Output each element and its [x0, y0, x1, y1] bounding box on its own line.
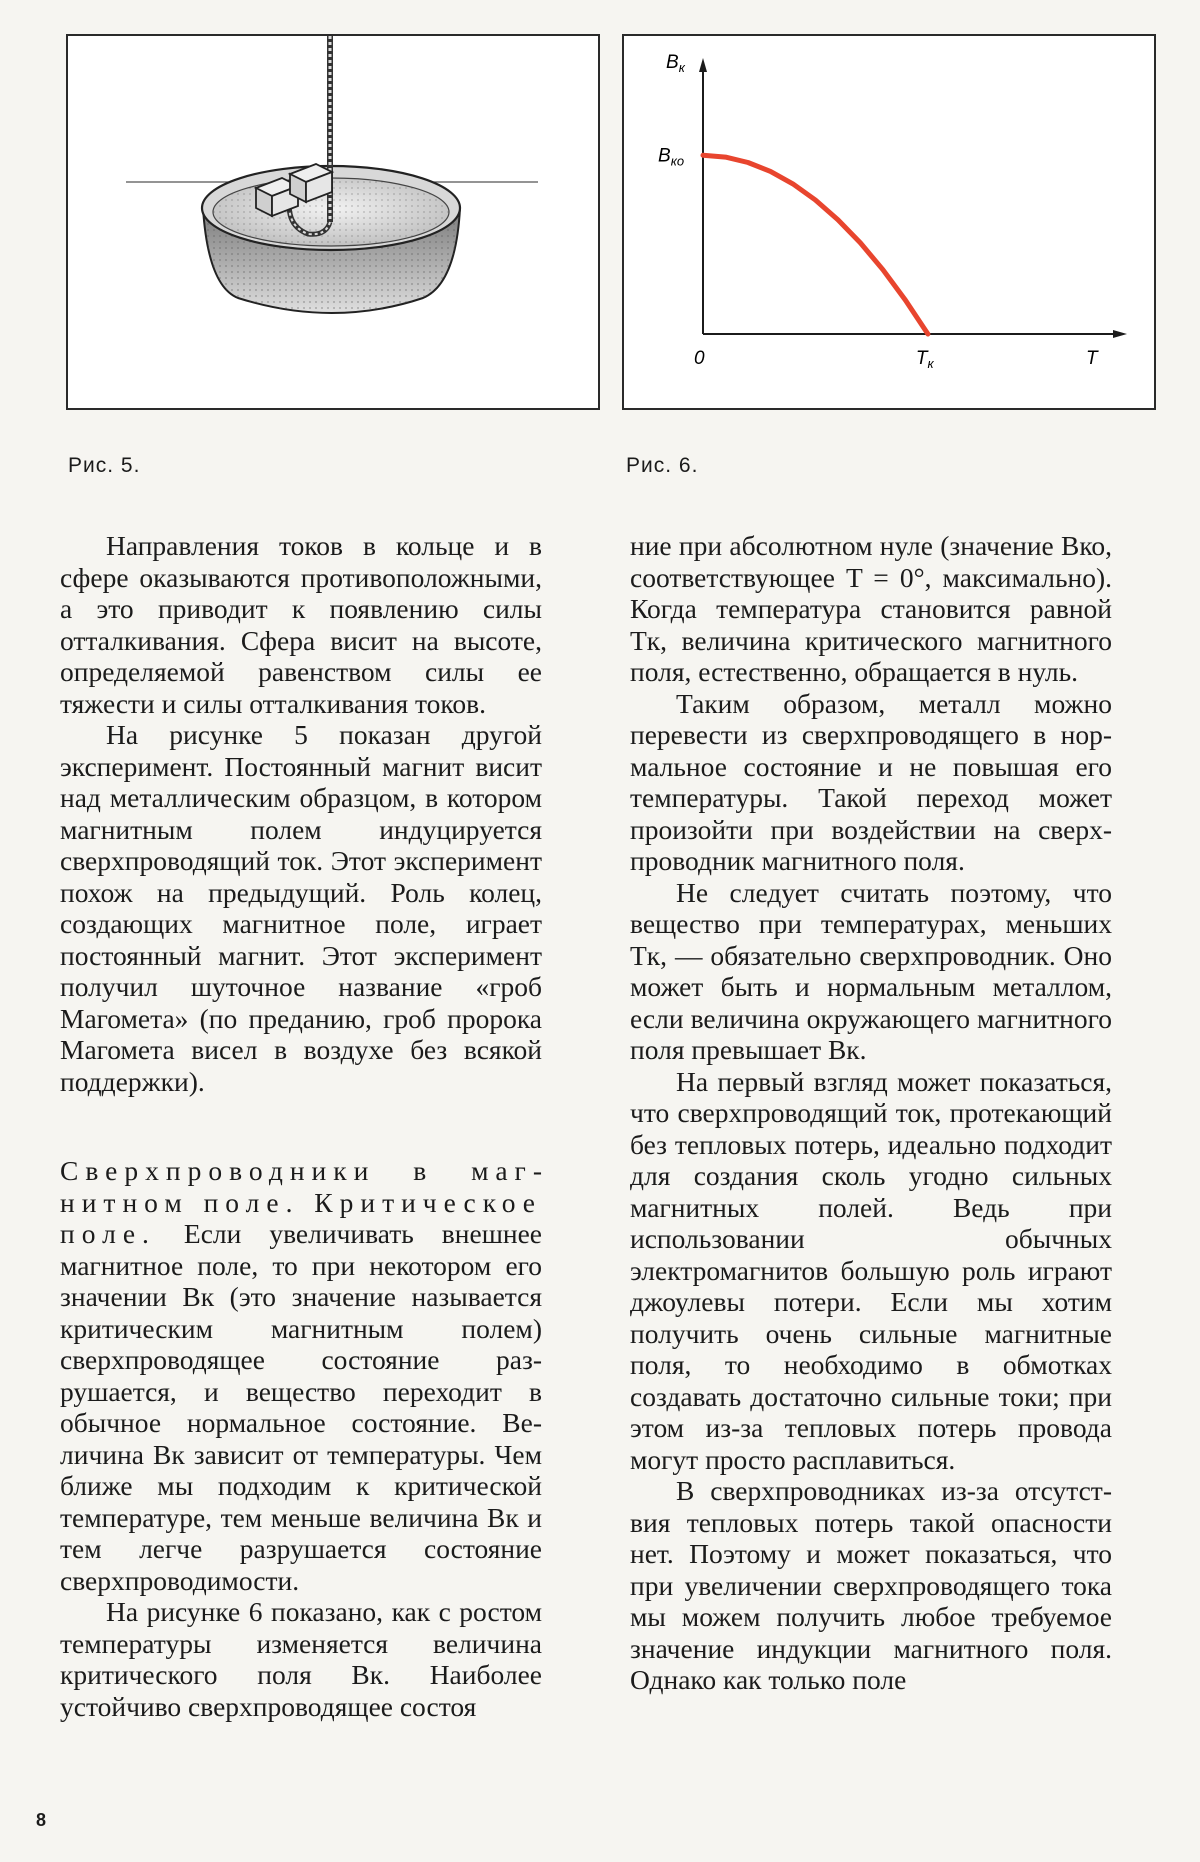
- paragraph: На рисунке 5 показан другой эксперимент. Постоянный магнит висит над металлическим образцом, в котором магнитным полем индуцируется сверхпроводящий ток. Этот эксперимент похож на предыдущий. Роль колец, создающих магнитное поле, играет постоянный магнит. Этот эксперимент получил шуточное название «гроб Магомета» (по преданию, гроб пророка Магомета висел в воздухе без всякой поддержки).: [60, 719, 542, 1097]
- section-text: Если увеличивать внешнее магнитное поле, то при некотором его значении Bк (это значение называется критическим магнитным полем) сверхпроводящее состояние разрушается, и вещество переходит в обычное нормальное состояние. Величина Bк зависит от температуры. Чем ближе мы подходим к критической температуре, тем меньше величина Bк и тем легче разрушается состояние сверхпроводимости.: [60, 1218, 542, 1596]
- x-axis-arrow: [1113, 330, 1127, 338]
- paragraph: На рисунке 6 показано, как с ростом температуры изменяется величина критического поля Bк. Наиболее устойчиво сверхпроводящее состоя: [60, 1596, 542, 1722]
- figure-5-illustration: [68, 36, 598, 408]
- y-tick-label: $B_{ко}$: [658, 145, 685, 169]
- section-heading: Сверхпроводники в магнитном поле. Критическое поле.: [60, 1155, 542, 1249]
- x-axis-label: T: [1086, 348, 1098, 369]
- paragraph: Направления токов в кольце и в сфере оказываются противоположными, а это приводит к появлению силы отталкивания. Сфера висит на высоте, определяемой равенством силы ее тяжести и силы отталкивания токов.: [60, 530, 542, 719]
- page-number: 8: [36, 1810, 47, 1830]
- figure-5-caption: Рис. 5.: [68, 454, 141, 477]
- paragraph: ние при абсолютном нуле (значение Bко, соответствующее T = 0°, максимально). Когда температура становится равной Tк, величина критического магнитного поля, естественно, обращается в нуль.: [630, 530, 1112, 687]
- y-axis-arrow: [699, 58, 707, 72]
- critical-field-chart: [624, 36, 1154, 408]
- figure-5-frame: [66, 34, 600, 410]
- right-column: [630, 530, 1112, 1696]
- series-layer: [703, 155, 928, 334]
- figure-6-caption: Рис. 6.: [626, 454, 699, 477]
- figure-6-frame: [622, 34, 1156, 410]
- y-axis-label: $B_к$: [666, 52, 685, 75]
- paragraph: Не следует считать поэтому, что вещество при температурах, меньших Tк, — обязательно сверхпроводник. Оно может быть и нормальным металлом, если величина окружающего магнитного поля превышает Bк.: [630, 876, 1112, 1065]
- section-paragraph: [60, 1155, 542, 1596]
- paragraph: В сверхпроводниках из-за отсутствия тепловых потерь такой опасности нет. Поэтому и может показаться, что при увеличении сверхпроводящего тока мы можем получить любое требуемое значение индукции магнитного поля. Однако как только поле: [630, 1475, 1112, 1695]
- origin-label: 0: [694, 348, 705, 369]
- left-column: [60, 530, 542, 1722]
- x-tick-label: $T_к$: [915, 348, 934, 371]
- section-gap: [60, 1097, 542, 1155]
- paragraph: Таким образом, металл можно перевести из сверхпроводящего в нормальное состояние и не повышая его температуры. Такой переход может произойти при воздействии на сверхпроводник магнитного поля.: [630, 687, 1112, 876]
- series-line-0: [703, 155, 928, 334]
- paragraph: На первый взгляд может показаться, что сверхпроводящий ток, протекающий без тепловых потерь, идеально подходит для создания сколь угодно сильных магнитных полей. Ведь при использовании обычных электромагнитов большую роль играют джоулевы потери. Если мы хотим получить очень сильные магнитные поля, то необходимо в обмотках создавать достаточно сильные токи; при этом из-за тепловых потерь провода могут просто расплавиться.: [630, 1065, 1112, 1475]
